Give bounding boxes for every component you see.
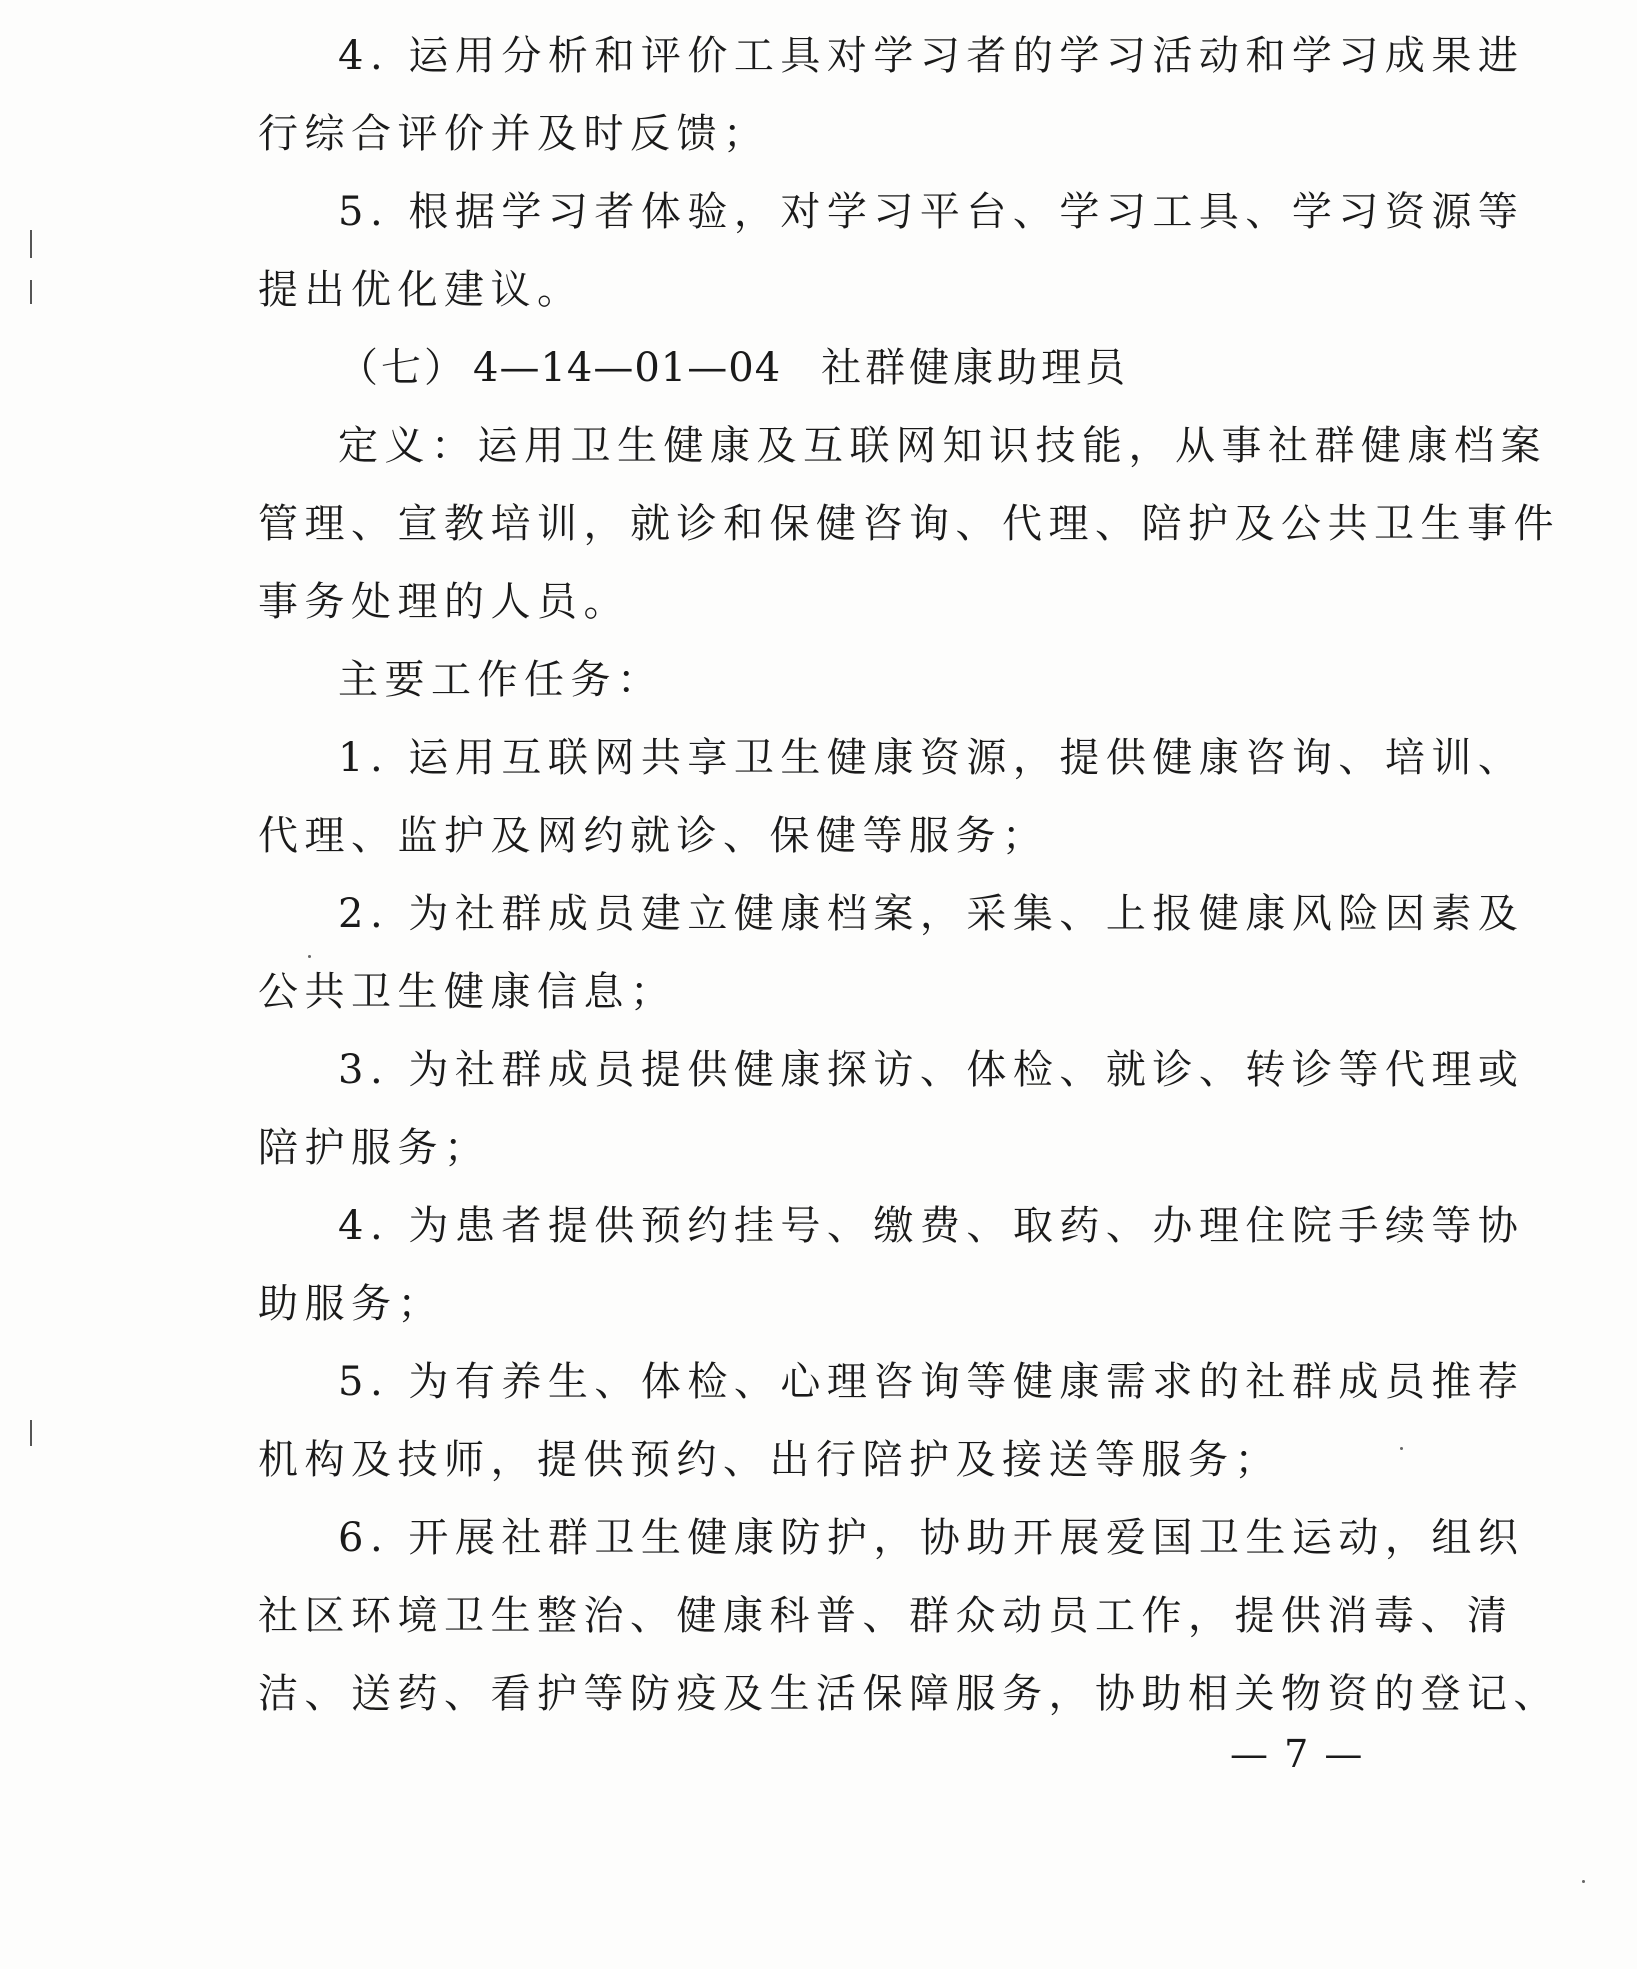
scan-speck: [1400, 1447, 1403, 1450]
occupation-code: 4—14—01—04: [473, 345, 782, 391]
paragraph-line: 5. 根据学习者体验，对学习平台、学习工具、学习资源等: [338, 189, 1525, 235]
task-line: 1. 运用互联网共享卫生健康资源，提供健康咨询、培训、: [338, 735, 1525, 781]
task-line: 2. 为社群成员建立健康档案，采集、上报健康风险因素及: [338, 891, 1525, 937]
paragraph-line: 4. 运用分析和评价工具对学习者的学习活动和学习成果进: [338, 33, 1525, 79]
section-heading: [338, 342, 1129, 394]
definition-line: 管理、宣教培训，就诊和保健咨询、代理、陪护及公共卫生事件: [258, 501, 1560, 547]
task-line: 陪护服务；: [258, 1125, 491, 1171]
task-line: 代理、监护及网约就诊、保健等服务；: [258, 813, 1049, 859]
definition-line: 事务处理的人员。: [258, 579, 630, 625]
occupation-title: 社群健康助理员: [821, 345, 1130, 391]
task-line: 6. 开展社群卫生健康防护，协助开展爱国卫生运动，组织: [338, 1515, 1525, 1561]
task-line: 机构及技师，提供预约、出行陪护及接送等服务；: [258, 1437, 1281, 1483]
task-line: 助服务；: [258, 1281, 444, 1327]
scan-speck: [1582, 1880, 1585, 1883]
task-line: 社区环境卫生整治、健康科普、群众动员工作，提供消毒、清: [258, 1593, 1514, 1639]
task-line: 4. 为患者提供预约挂号、缴费、取药、办理住院手续等协: [338, 1203, 1525, 1249]
scan-edge-mark: [30, 280, 32, 304]
section-number: （七）: [338, 345, 467, 391]
paragraph-line: 提出优化建议。: [258, 267, 584, 313]
scan-edge-mark: [30, 230, 32, 258]
definition-line: 定义：运用卫生健康及互联网知识技能，从事社群健康档案: [338, 423, 1547, 469]
tasks-heading: 主要工作任务：: [338, 657, 664, 703]
task-line: 5. 为有养生、体检、心理咨询等健康需求的社群成员推荐: [338, 1359, 1525, 1405]
page-number: — 7 —: [1230, 1732, 1365, 1776]
task-line: 洁、送药、看护等防疫及生活保障服务，协助相关物资的登记、: [258, 1671, 1560, 1717]
task-line: 公共卫生健康信息；: [258, 969, 677, 1015]
paragraph-line: 行综合评价并及时反馈；: [258, 111, 770, 157]
scan-edge-mark: [30, 1420, 32, 1446]
task-line: 3. 为社群成员提供健康探访、体检、就诊、转诊等代理或: [338, 1047, 1525, 1093]
scan-speck: [308, 955, 311, 958]
